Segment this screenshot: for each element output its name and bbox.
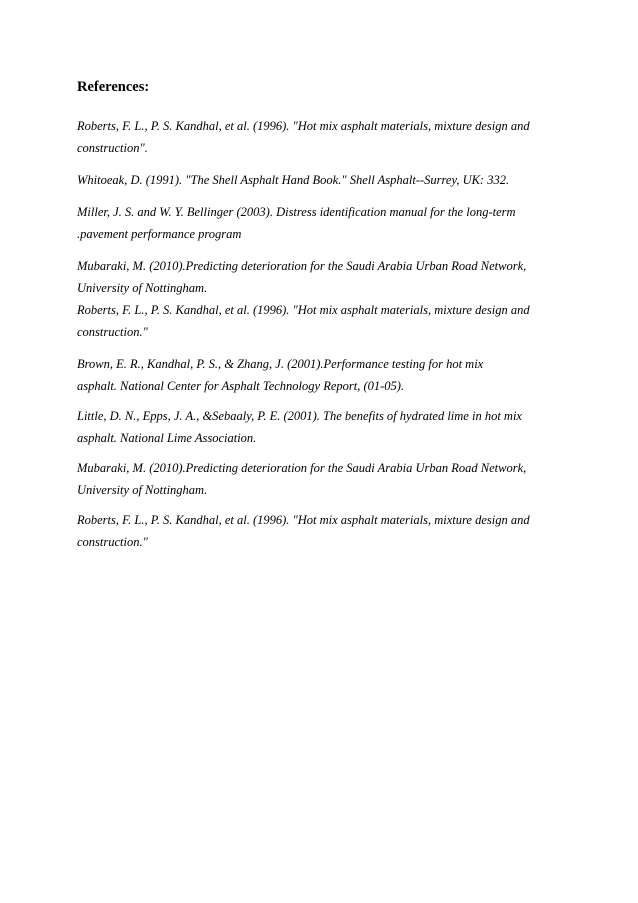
reference-line: Mubaraki, M. (2010).Predicting deterioration for the Saudi Arabia Urban Road Network,: [77, 259, 527, 273]
reference-line: construction".: [77, 141, 148, 155]
reference-line: Little, D. N., Epps, J. A., &Sebaaly, P. E. (2001). The benefits of hydrated lime in hot mix: [77, 409, 522, 423]
reference-line: Mubaraki, M. (2010).Predicting deterioration for the Saudi Arabia Urban Road Network,: [77, 461, 527, 475]
reference-line: University of Nottingham.: [77, 281, 208, 295]
reference-line: .pavement performance program: [77, 227, 242, 241]
reference-entry: [77, 115, 557, 159]
reference-entry: [77, 509, 557, 553]
reference-line: Whitoeak, D. (1991). "The Shell Asphalt Hand Book." Shell Asphalt--Surrey, UK: 332.: [77, 173, 510, 187]
reference-entry: [77, 255, 557, 299]
reference-line: construction.": [77, 325, 148, 339]
reference-line: Roberts, F. L., P. S. Kandhal, et al. (1996). "Hot mix asphalt materials, mixture design and: [77, 513, 530, 527]
reference-entry: [77, 201, 557, 245]
references-heading: References:: [77, 79, 150, 95]
reference-entry: [77, 405, 557, 449]
reference-entry: [77, 457, 557, 501]
reference-line: Roberts, F. L., P. S. Kandhal, et al. (1996). "Hot mix asphalt materials, mixture design and: [77, 119, 530, 133]
reference-line: Brown, E. R., Kandhal, P. S., & Zhang, J. (2001).Performance testing for hot mix: [77, 357, 484, 371]
reference-entry: [77, 169, 557, 191]
reference-line: Roberts, F. L., P. S. Kandhal, et al. (1996). "Hot mix asphalt materials, mixture design and: [77, 303, 530, 317]
reference-line: asphalt. National Center for Asphalt Technology Report, (01-05).: [77, 379, 405, 393]
reference-line: Miller, J. S. and W. Y. Bellinger (2003). Distress identification manual for the long-term: [77, 205, 516, 219]
reference-line: asphalt. National Lime Association.: [77, 431, 257, 445]
reference-entry: [77, 299, 557, 343]
reference-line: University of Nottingham.: [77, 483, 208, 497]
reference-entry: [77, 353, 557, 397]
reference-line: construction.": [77, 535, 148, 549]
reference-list: [77, 115, 557, 553]
